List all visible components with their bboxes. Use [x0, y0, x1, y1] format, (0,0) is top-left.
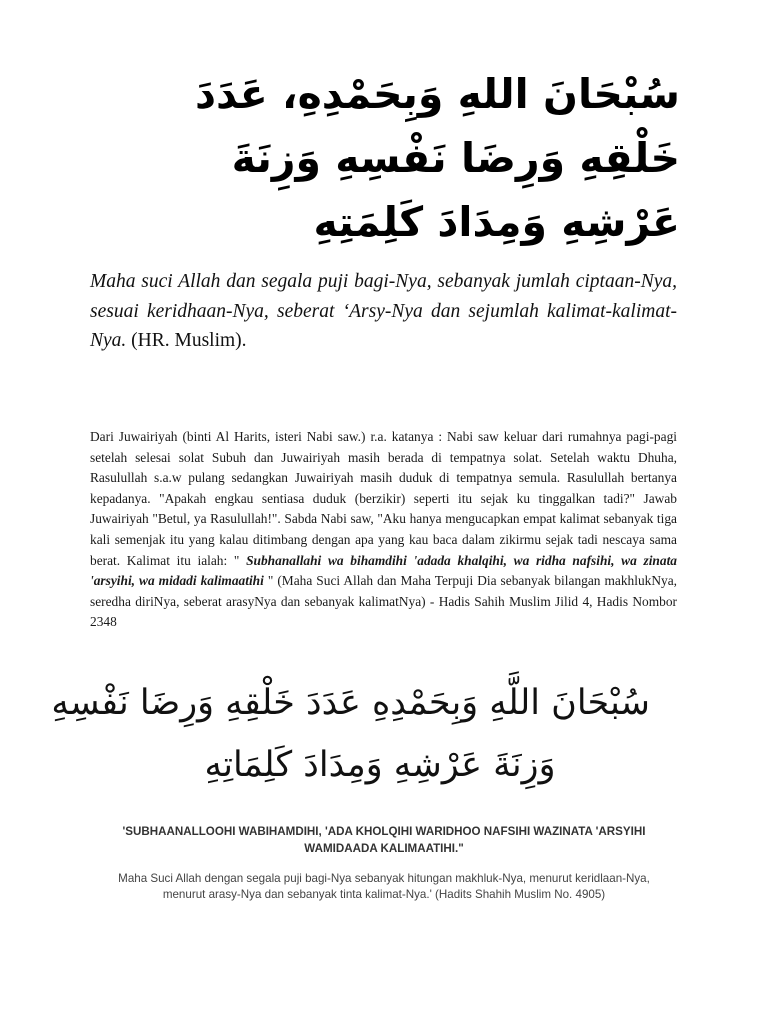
arabic-calligraphy-line: سُبْحَانَ اللَّهِ وَبِحَمْدِهِ عَدَدَ خَلْقِهِ وَرِضَا نَفْسِهِ: [51, 683, 650, 723]
translation-source: (HR. Muslim).: [131, 330, 247, 351]
hadith-paragraph: [90, 427, 677, 633]
translation-paragraph: [90, 267, 677, 356]
arabic-calligraphy-line: وَزِنَةَ عَرْشِهِ وَمِدَادَ كَلِمَاتِهِ: [204, 745, 556, 785]
translation-text: Maha suci Allah dan segala puji bagi-Nya, sebanyak jumlah ciptaan-Nya, sesuai keridhaan-Nya, seberat ‘Arsy-Nya dan sejumlah kalimat-kalimat-Nya.: [90, 271, 677, 351]
hadith-intro: Dari Juwairiyah (binti Al Harits, isteri Nabi saw.) r.a. katanya : Nabi saw keluar dari rumahnya pagi-pagi setelah selesai solat Subuh dan Juwairiyah masih berada di tempatnya solat. Setelah waktu Dhuha, Rasulullah s.a.w pulang sedangkan Juwairiyah masih duduk di tempatnya semula. Rasulullah bertanya kepadanya. "Apakah engkau sentiasa duduk (berzikir) seperti itu sejak ku tinggalkan tadi?" Jawab Juwairiyah "Betul, ya Rasulullah!". Sabda Nabi saw, "Aku hanya mengucapkan empat kalimat sebanyak tiga kali semenjak itu yang kalau ditimbang dengan apa yang kau baca dalam zikirmu sejak tadi nescaya sama berat. Kalimat itu ialah: ": [90, 429, 677, 568]
arabic-calligraphy: [51, 672, 650, 796]
arabic-heading-line: عَرْشِهِ وَمِدَادَ كَلِمَتِهِ: [313, 198, 680, 246]
arabic-dhikr-heading: [70, 62, 680, 254]
hadith-outro: " (Maha Suci Allah dan Maha Terpuji Dia sebanyak bilangan makhlukNya, seredha diriNya, seberat arasyNya dan sebanyak kalimatNya) - Hadis Sahih Muslim Jilid 4, Hadis Nombor 2348: [90, 573, 677, 630]
transliteration-caption: 'SUBHAANALLOOHI WABIHAMDIHI, 'ADA KHOLQIHI WARIDHOO NAFSIHI WAZINATA 'ARSYIHI WAMIDAADA KALIMAATIHI.": [122, 825, 646, 855]
arabic-heading-line: خَلْقِهِ وَرِضَا نَفْسِهِ وَزِنَةَ: [231, 134, 680, 182]
arabic-heading-line: سُبْحَانَ اللهِ وَبِحَمْدِهِ، عَدَدَ: [195, 70, 680, 118]
meaning-caption: Maha Suci Allah dengan segala puji bagi-Nya sebanyak hitungan makhluk-Nya, menurut keridlaan-Nya, menurut arasy-Nya dan sebanyak tinta kalimat-Nya.' (Hadits Shahih Muslim No. 4905): [118, 872, 650, 901]
hadith-dhikr-latin: Subhanallahi wa bihamdihi 'adada khalqihi, wa ridha nafsihi, wa zinata 'arsyihi, wa midadi kalimaatihi: [90, 552, 677, 589]
